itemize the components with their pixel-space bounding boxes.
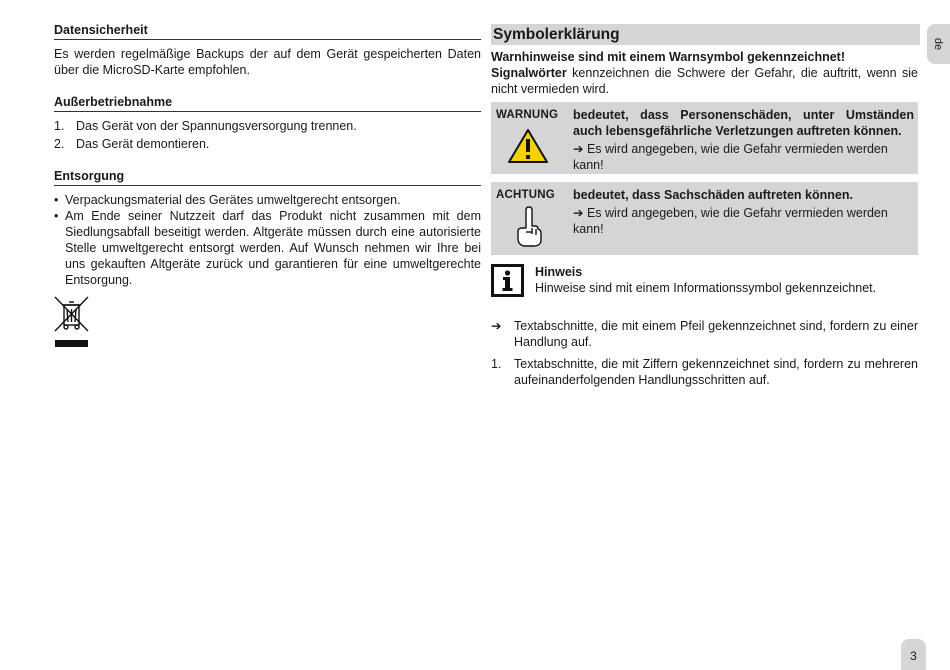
entsorgung-list [54,192,481,288]
signal-words-term: Signalwörter [491,66,567,80]
pointing-hand-icon [515,204,543,252]
achtung-sub-text: Es wird angegeben, wie die Gefahr vermieden werden kann! [573,206,888,236]
left-column [54,22,481,348]
hint-text-block [535,264,918,296]
warning-box-achtung [491,182,918,255]
language-tab [927,24,950,64]
hint-block [491,264,918,310]
list-item [54,118,481,134]
signal-words-desc: kennzeichnen die Schwere der Gefahr, die auftritt, wenn sie nicht vermieden wird. [491,66,918,96]
list-item [54,208,481,288]
warnung-sub [573,141,914,173]
ausserbetriebnahme-steps [54,118,481,152]
step-number: 2. [54,137,65,151]
heading-entsorgung: Entsorgung [54,168,481,186]
number-explanation [491,356,918,388]
signal-word-achtung: ACHTUNG [496,189,555,201]
warning-box-warnung [491,102,918,174]
achtung-sub [573,205,914,237]
achtung-description [573,187,914,237]
heading-datensicherheit: Datensicherheit [54,22,481,40]
step-text: Das Gerät demontieren. [76,137,210,151]
step-number: 1. [54,119,65,133]
datensicherheit-text: Es werden regelmäßige Backups der auf dem Gerät gespeicherten Daten über die MicroSD-Karte empfohlen. [54,47,481,77]
bullet: • [54,209,59,223]
bullet-text: Verpackungsmaterial des Gerätes umweltgerecht entsorgen. [65,193,401,207]
info-icon [491,264,524,297]
page-title: Symbolerklärung [491,24,920,45]
list-item [54,136,481,152]
number-explanation-text: Textabschnitte, die mit Ziffern gekennzeichnet sind, fordern zu mehreren aufeinanderfolgenden Handlungsschritten auf. [514,357,918,387]
heading-ausserbetriebnahme: Außerbetriebnahme [54,94,481,112]
list-item [54,192,481,208]
warnung-description [573,107,914,173]
bullet: • [54,193,59,207]
bullet-text: Am Ende seiner Nutzzeit darf das Produkt nicht zusammen mit dem Siedlungsabfall beseitigt werden. Altgeräte müssen durch eine autorisierte Stelle umweltgerecht entsorgt werden. Auf Wunsch nehmen wir Ihre bei uns gekauften Altgeräte zurück und garantieren für eine umweltgerechte Entsorgung. [65,209,481,287]
page-number-tab [901,639,926,670]
achtung-head: bedeutet, dass Sachschäden auftreten können. [573,188,853,202]
crossed-out-wheelie-bin-icon [54,296,88,348]
warnung-sub-text: Es wird angegeben, wie die Gefahr vermieden werden kann! [573,142,888,172]
signal-word-warnung: WARNUNG [496,109,559,121]
arrow-right-icon: ➔ [573,206,584,220]
language-code: de [932,37,945,51]
right-column [491,24,918,388]
arrow-right-icon: ➔ [491,319,502,333]
signal-words-text [491,65,918,97]
arrow-right-icon: ➔ [573,142,584,156]
warning-triangle-icon [507,128,549,168]
number-marker: 1. [491,357,502,371]
hint-text: Hinweise sind mit einem Informationssymbol gekennzeichnet. [535,281,877,295]
warnung-head: bedeutet, dass Personenschäden, unter Umständen auch lebensgefährliche Verletzungen auftreten können. [573,108,914,138]
step-text: Das Gerät von der Spannungsversorgung trennen. [76,119,357,133]
arrow-explanation-text: Textabschnitte, die mit einem Pfeil gekennzeichnet sind, fordern zu einer Handlung auf. [514,319,918,349]
arrow-explanation [491,318,918,350]
page-number: 3 [910,649,917,663]
warning-subtitle: Warnhinweise sind mit einem Warnsymbol gekennzeichnet! [491,50,846,64]
hint-title: Hinweis [535,265,583,279]
